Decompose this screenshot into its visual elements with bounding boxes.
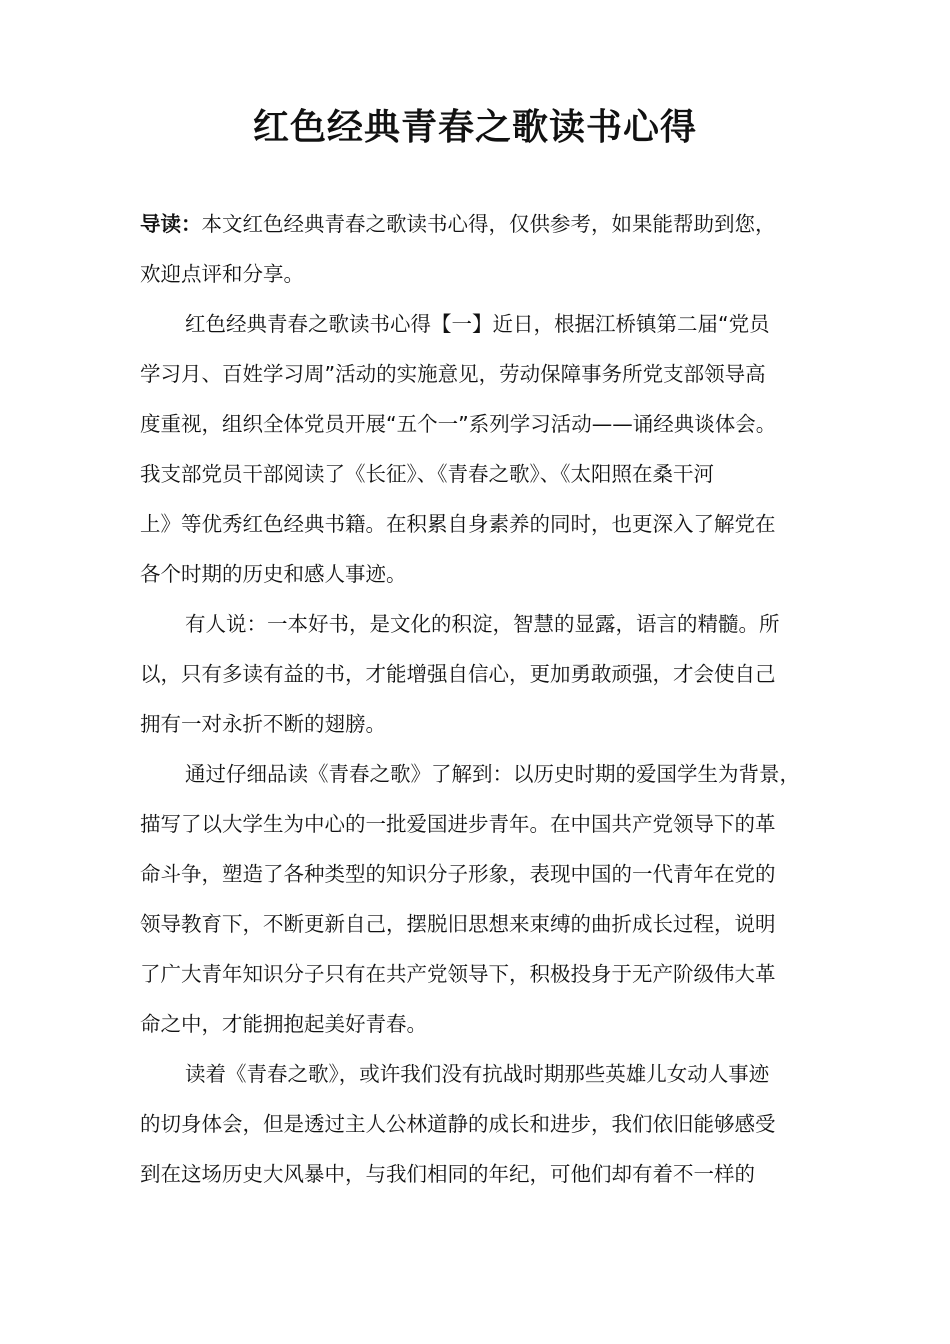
paragraph-line: 拥有一对永折不断的翅膀。 — [140, 712, 386, 736]
paragraph-line: 以，只有多读有益的书，才能增强自信心，更加勇敢顽强，才会使自己 — [140, 662, 776, 686]
paragraph-line: 度重视，组织全体党员开展“五个一”系列学习活动——诵经典谈体会。 — [140, 412, 777, 436]
intro-label: 导读： — [140, 212, 202, 236]
paragraph-line: 命之中，才能拥抱起美好青春。 — [140, 1012, 427, 1036]
paragraph-line: 各个时期的历史和感人事迹。 — [140, 562, 407, 586]
intro-line-2: 欢迎点评和分享。 — [140, 262, 304, 286]
paragraph-line: 我支部党员干部阅读了《长征》、《青春之歌》、《太阳照在桑干河 — [140, 462, 714, 486]
document-body — [140, 199, 812, 1199]
intro-line-1 — [140, 199, 812, 249]
paragraph-line: 学习月、百姓学习周”活动的实施意见，劳动保障事务所党支部领导高 — [140, 362, 766, 386]
paragraph-line: 通过仔细品读《青春之歌》了解到：以历史时期的爱国学生为背景， — [185, 762, 800, 786]
document-title: 红色经典青春之歌读书心得 — [252, 107, 697, 148]
paragraph-line: 的切身体会，但是透过主人公林道静的成长和进步，我们依旧能够感受 — [140, 1112, 776, 1136]
paragraph-line: 上》等优秀红色经典书籍。在积累自身素养的同时，也更深入了解党在 — [140, 512, 776, 536]
paragraph-3 — [140, 749, 812, 1049]
paragraph-line: 命斗争，塑造了各种类型的知识分子形象，表现中国的一代青年在党的 — [140, 862, 776, 886]
paragraph-line: 领导教育下，不断更新自己，摆脱旧思想来束缚的曲折成长过程，说明 — [140, 912, 776, 936]
paragraph-line: 描写了以大学生为中心的一批爱国进步青年。在中国共产党领导下的革 — [140, 812, 776, 836]
paragraph-2 — [140, 599, 812, 749]
paragraph-line: 到在这场历史大风暴中，与我们相同的年纪，可他们却有着不一样的 — [140, 1162, 755, 1186]
intro-text: 本文红色经典青春之歌读书心得，仅供参考，如果能帮助到您， — [201, 212, 776, 236]
intro-paragraph — [140, 199, 812, 299]
paragraph-1 — [140, 299, 812, 599]
paragraph-line: 读着《青春之歌》，或许我们没有抗战时期那些英雄儿女动人事迹 — [185, 1062, 770, 1086]
paragraph-line: 红色经典青春之歌读书心得【一】近日，根据江桥镇第二届“党员 — [185, 312, 770, 336]
paragraph-line: 了广大青年知识分子只有在共产党领导下，积极投身于无产阶级伟大革 — [140, 962, 776, 986]
paragraph-line: 有人说：一本好书，是文化的积淀，智慧的显露，语言的精髓。所 — [185, 612, 780, 636]
paragraph-4 — [140, 1049, 812, 1199]
